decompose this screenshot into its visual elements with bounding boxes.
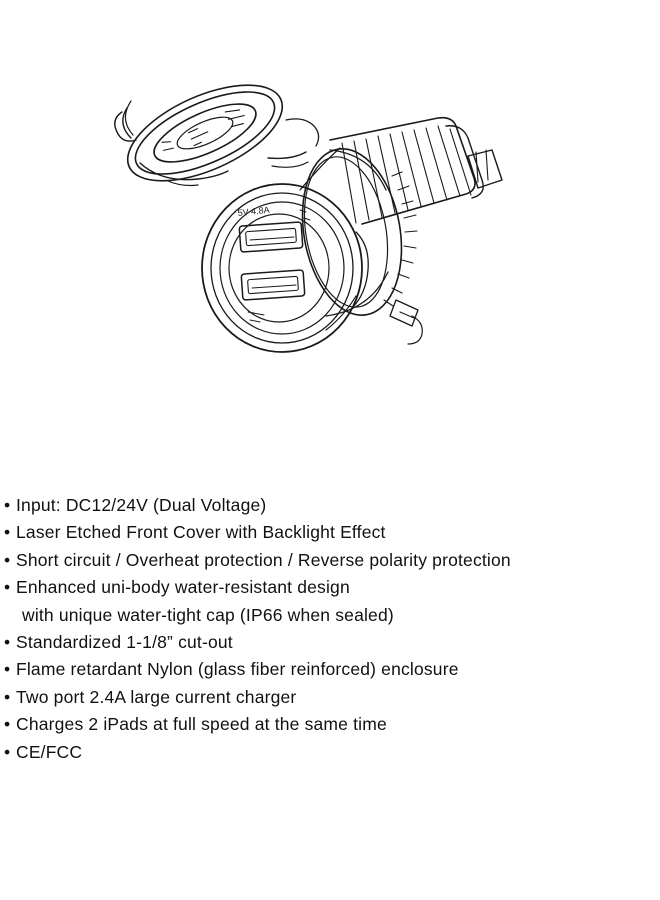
list-item-label: CE/FCC bbox=[16, 741, 83, 762]
usb-port-lower bbox=[241, 270, 305, 300]
water-tight-cap bbox=[114, 65, 318, 200]
bullet-glyph: • bbox=[4, 495, 11, 515]
list-item-label: Laser Etched Front Cover with Backlight Effect bbox=[16, 522, 386, 543]
usb-port-upper bbox=[239, 222, 303, 252]
list-item-label: Two port 2.4A large current charger bbox=[16, 686, 297, 707]
locking-ring bbox=[290, 141, 422, 344]
list-item bbox=[0, 629, 660, 656]
list-item-continuation bbox=[0, 602, 660, 629]
list-item-label: Standardized 1-1/8” cut-out bbox=[16, 632, 233, 653]
bullet-glyph: • bbox=[4, 659, 11, 680]
bullet-glyph: • bbox=[4, 549, 11, 570]
feature-list bbox=[0, 492, 660, 766]
list-item-label: Enhanced uni-body water-resistant design bbox=[16, 577, 350, 598]
list-item bbox=[0, 492, 660, 519]
list-item bbox=[0, 547, 660, 574]
bullet-glyph: • bbox=[4, 714, 11, 735]
bullet-glyph: • bbox=[4, 577, 11, 598]
threaded-barrel bbox=[330, 118, 502, 224]
list-item bbox=[0, 739, 660, 766]
list-item bbox=[0, 684, 660, 711]
list-item-label: with unique water-tight cap (IP66 when sealed) bbox=[22, 604, 394, 625]
list-item bbox=[0, 574, 660, 601]
front-bezel bbox=[202, 184, 368, 352]
list-item bbox=[0, 656, 660, 683]
list-item-label: Input: DC12/24V (Dual Voltage) bbox=[16, 495, 267, 515]
bullet-glyph: • bbox=[4, 522, 11, 543]
list-item bbox=[0, 711, 660, 738]
list-item bbox=[0, 519, 660, 546]
bullet-glyph: • bbox=[4, 632, 11, 653]
list-item-label: Charges 2 iPads at full speed at the same time bbox=[16, 714, 387, 735]
list-item-label: Flame retardant Nylon (glass fiber reinforced) enclosure bbox=[16, 659, 459, 680]
bullet-glyph: • bbox=[4, 741, 11, 762]
port-rating-label: 5V 4.8A bbox=[237, 204, 271, 218]
bullet-glyph: • bbox=[4, 686, 11, 707]
list-item-label: Short circuit / Overheat protection / Reverse polarity protection bbox=[16, 549, 511, 570]
